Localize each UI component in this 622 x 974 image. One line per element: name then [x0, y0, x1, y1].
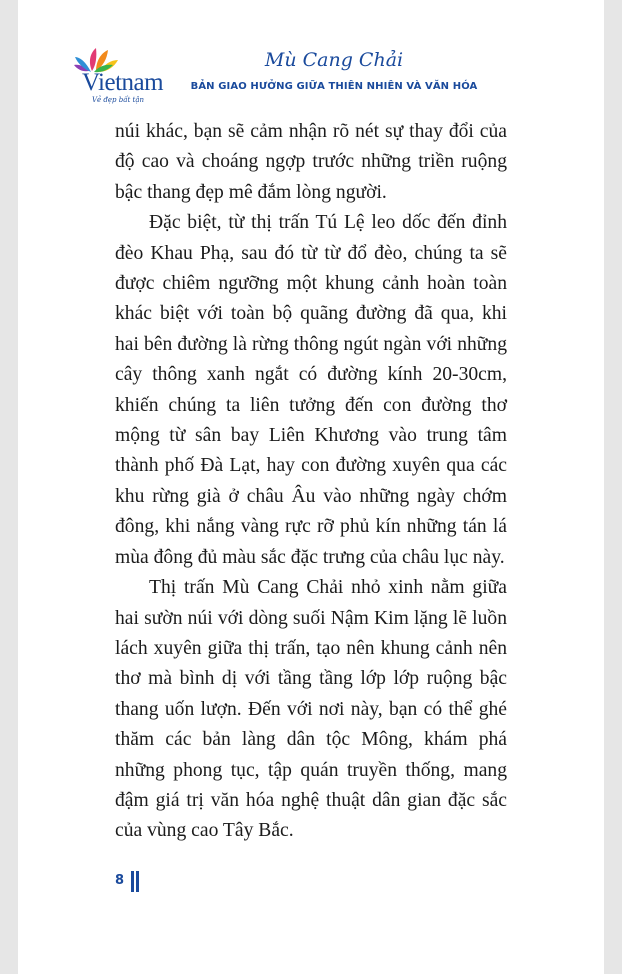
- chapter-subtitle: BẢN GIAO HƯỞNG GIỮA THIÊN NHIÊN VÀ VĂN HÓA: [190, 81, 478, 92]
- logo-tagline: Vẻ đẹp bất tận: [92, 96, 145, 104]
- page-number-divider: [131, 871, 140, 892]
- paragraph: Đặc biệt, từ thị trấn Tú Lệ leo dốc đến đỉnh đèo Khau Phạ, sau đó từ từ đổ đèo, chúng ta sẽ được chiêm ngưỡng một khung cảnh hoàn toàn khác biệt với toàn bộ quãng đường đã qua, khi hai bên đường là rừng thông ngút ngàn với những cây thông xanh ngắt có đường kính 20-30cm, khiến chúng ta liên tưởng đến con đường thơ mộng từ sân bay Liên Khương vào trung tâm thành phố Đà Lạt, hay con đường xuyên qua các khu rừng già ở châu Âu vào những ngày chớm đông, khi nắng vàng rực rỡ phủ kín những tán lá mùa đông đủ màu sắc đặc trưng của châu lục này.: [115, 212, 507, 568]
- chapter-title: Mù Cang Chải: [264, 49, 404, 71]
- paragraph: Thị trấn Mù Cang Chải nhỏ xinh nằm giữa hai sườn núi với dòng suối Nậm Kim lặng lẽ luồn lách xuyên giữa thị trấn, tạo nên khung cảnh nên thơ mà bình dị với tầng tầng lớp lớp ruộng bậc thang uốn lượn. Đến với nơi này, bạn có thể ghé thăm các bản làng dân tộc Mông, khám phá những phong tục, tập quán truyền thống, mang đậm giá trị văn hóa nghệ thuật dân gian đặc sắc của vùng cao Tây Bắc.: [115, 577, 507, 842]
- logo-wordmark: Vietnam: [82, 69, 164, 96]
- paragraph-continuation: núi khác, bạn sẽ cảm nhận rõ nét sự thay đổi của độ cao và choáng ngợp trước những triền ruộng bậc thang đẹp mê đắm lòng người.: [115, 121, 507, 203]
- vietnam-logo: [66, 44, 176, 110]
- body-text: [115, 117, 507, 847]
- page-number: 8: [115, 873, 125, 888]
